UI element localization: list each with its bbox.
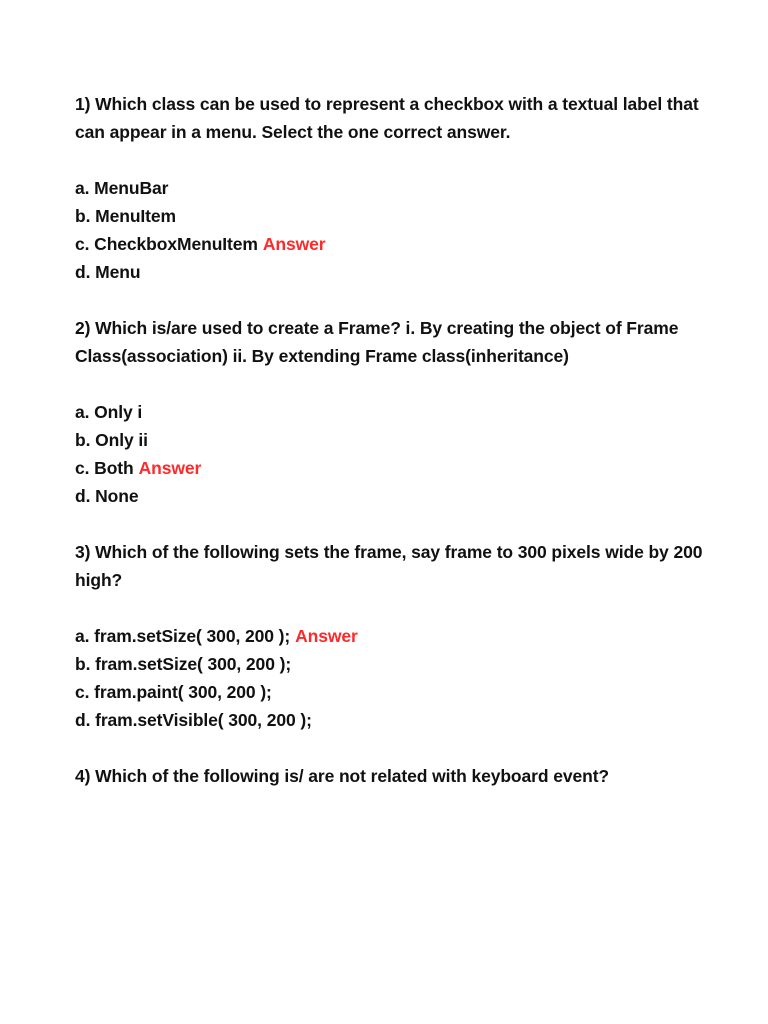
option-text: b. MenuItem <box>75 206 176 226</box>
option-item <box>75 706 705 734</box>
option-text: b. Only ii <box>75 430 148 450</box>
question-block-1 <box>75 90 705 286</box>
option-text: c. Both <box>75 458 134 478</box>
option-item <box>75 454 705 482</box>
question-block-4 <box>75 762 705 790</box>
option-item <box>75 426 705 454</box>
option-item <box>75 398 705 426</box>
option-text: b. fram.setSize( 300, 200 ); <box>75 654 292 674</box>
question-text-2: 2) Which is/are used to create a Frame? i. By creating the object of Frame Class(association) ii. By extending Frame class(inheritance) <box>75 318 679 366</box>
option-item <box>75 230 705 258</box>
option-item <box>75 174 705 202</box>
option-item <box>75 678 705 706</box>
option-text: a. fram.setSize( 300, 200 ); <box>75 626 291 646</box>
option-item <box>75 258 705 286</box>
option-text: a. Only i <box>75 402 143 422</box>
option-item <box>75 482 705 510</box>
option-text: d. None <box>75 486 139 506</box>
answer-marker: Answer <box>138 458 202 478</box>
answer-marker: Answer <box>262 234 326 254</box>
option-text: d. fram.setVisible( 300, 200 ); <box>75 710 312 730</box>
option-item <box>75 202 705 230</box>
question-text-4: 4) Which of the following is/ are not related with keyboard event? <box>75 766 610 786</box>
question-text-1: 1) Which class can be used to represent a checkbox with a textual label that can appear in a menu. Select the one correct answer. <box>75 94 699 142</box>
option-text: c. CheckboxMenuItem <box>75 234 258 254</box>
question-text-3: 3) Which of the following sets the frame, say frame to 300 pixels wide by 200 high? <box>75 542 703 590</box>
option-item <box>75 622 705 650</box>
option-text: a. MenuBar <box>75 178 169 198</box>
quiz-content <box>75 90 705 818</box>
option-list-1 <box>75 174 705 286</box>
answer-marker: Answer <box>295 626 358 646</box>
option-text: d. Menu <box>75 262 141 282</box>
option-text: c. fram.paint( 300, 200 ); <box>75 682 272 702</box>
question-block-2 <box>75 314 705 510</box>
option-list-2 <box>75 398 705 510</box>
option-list-3 <box>75 622 705 734</box>
question-block-3 <box>75 538 705 734</box>
option-item <box>75 650 705 678</box>
